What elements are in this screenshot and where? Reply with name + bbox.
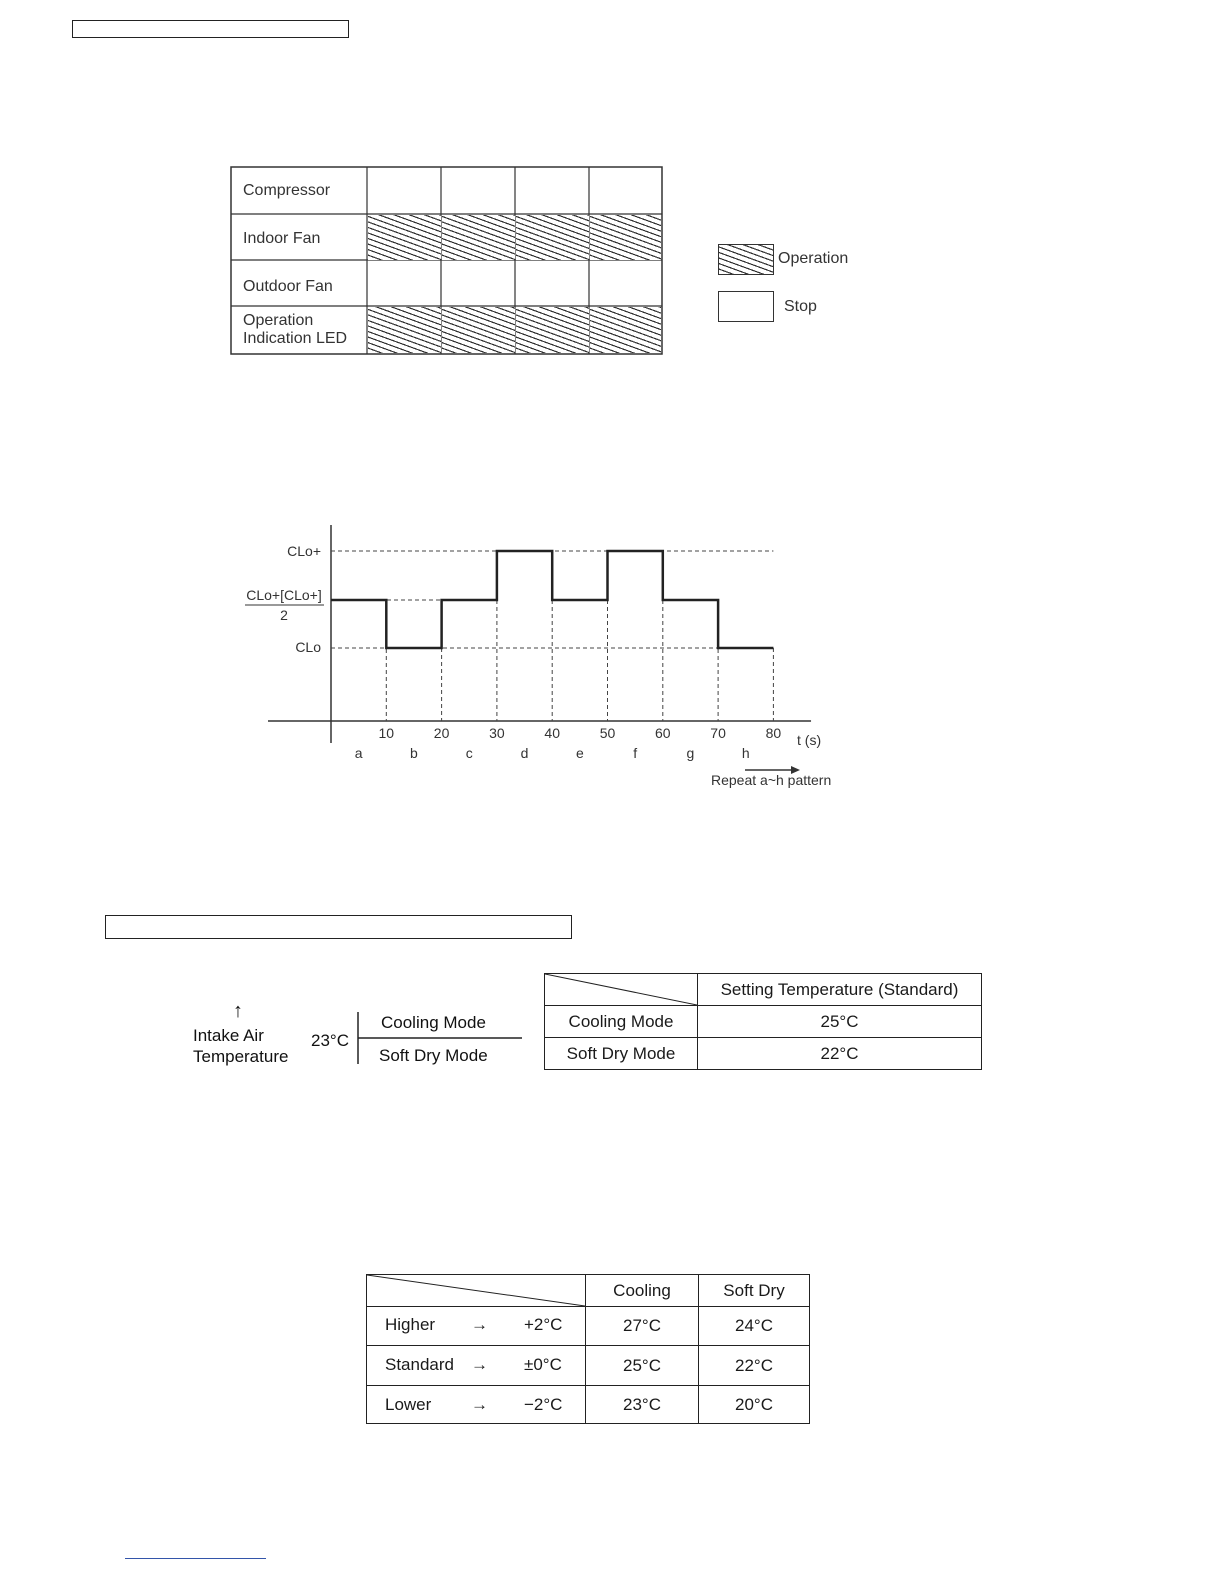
x-axis-label: t (s) <box>797 732 822 748</box>
adjust-row-cooling: 25°C <box>586 1346 699 1386</box>
intake-air-label-line2: Temperature <box>193 1047 289 1066</box>
adjust-table-corner <box>367 1275 586 1307</box>
y-label-bottom: CLo <box>295 639 321 655</box>
adjust-header-soft-dry: Soft Dry <box>699 1275 810 1307</box>
section-header-box <box>105 915 572 939</box>
right-arrow-icon: → <box>471 1315 488 1334</box>
row-label-indoor-fan: Indoor Fan <box>243 230 321 247</box>
adjust-row-label-cell <box>367 1386 586 1424</box>
footer-link-line <box>125 1558 266 1559</box>
adjust-row-label: Lower <box>385 1395 432 1414</box>
page-header-box <box>72 20 349 38</box>
indoor-fan-cell-1 <box>368 215 441 260</box>
adjust-row-soft-dry: 24°C <box>699 1307 810 1346</box>
adjust-row-offset: −2°C <box>524 1395 563 1414</box>
setting-row-mode: Soft Dry Mode <box>545 1038 698 1070</box>
segment-label: a <box>354 745 363 761</box>
legend-operation-swatch <box>718 244 774 275</box>
indoor-fan-cell-4 <box>590 215 661 260</box>
intake-air-label-line1: Intake Air <box>193 1026 264 1045</box>
segment-label: b <box>410 745 418 761</box>
adjust-row-soft-dry: 22°C <box>699 1346 810 1386</box>
adjust-header-cooling: Cooling <box>586 1275 699 1307</box>
row-label-compressor: Compressor <box>243 182 331 199</box>
x-tick-label: 50 <box>599 725 616 741</box>
up-arrow-icon: ↑ <box>233 1000 243 1022</box>
adjust-row-label-cell <box>367 1307 586 1346</box>
legend-stop-swatch <box>718 291 774 322</box>
segment-label: c <box>465 745 473 761</box>
legend-operation-label: Operation <box>778 250 849 267</box>
segment-label: e <box>575 745 584 761</box>
adjust-row-cooling: 23°C <box>586 1386 699 1424</box>
setting-row-temp: 22°C <box>698 1038 982 1070</box>
x-tick-label: 60 <box>655 725 671 741</box>
upper-mode-label: Cooling Mode <box>381 1013 486 1032</box>
y-label-mid-numerator: CLo+[CLo+] <box>246 587 322 603</box>
temperature-adjust-table <box>366 1274 810 1424</box>
right-arrow-icon: → <box>471 1355 488 1374</box>
x-tick-label: 80 <box>765 725 782 741</box>
led-cell-3 <box>516 307 589 353</box>
segment-label: f <box>633 745 638 761</box>
adjust-row-offset: +2°C <box>524 1315 563 1334</box>
adjust-row-cooling: 27°C <box>586 1307 699 1346</box>
legend-stop-label: Stop <box>784 298 817 315</box>
lower-mode-label: Soft Dry Mode <box>379 1046 488 1065</box>
adjust-row-label: Higher <box>385 1315 436 1334</box>
led-cell-4 <box>590 307 661 353</box>
x-tick-label: 70 <box>710 725 726 741</box>
row-label-outdoor-fan: Outdoor Fan <box>243 278 333 295</box>
setting-temperature-table <box>544 973 982 1070</box>
setting-table-header: Setting Temperature (Standard) <box>698 974 982 1006</box>
setting-table-corner <box>545 974 698 1006</box>
corner-diagonal <box>545 974 697 1006</box>
y-label-mid-denominator: 2 <box>280 607 288 623</box>
segment-label: g <box>686 745 695 761</box>
right-arrow-icon: → <box>471 1395 488 1414</box>
row-label-led: Operation Indication LED <box>243 312 348 347</box>
threshold-temp: 23°C <box>311 1031 349 1050</box>
fan-speed-chart <box>0 500 900 810</box>
adjust-row-soft-dry: 20°C <box>699 1386 810 1424</box>
setting-row-mode: Cooling Mode <box>545 1006 698 1038</box>
led-cell-1 <box>368 307 441 353</box>
adjust-row-label-cell <box>367 1346 586 1386</box>
indoor-fan-cell-3 <box>516 215 589 260</box>
segment-label: d <box>520 745 529 761</box>
x-tick-label: 20 <box>433 725 450 741</box>
repeat-annotation: Repeat a~h pattern <box>711 772 832 788</box>
x-tick-label: 10 <box>378 725 395 741</box>
adjust-row-offset: ±0°C <box>524 1355 562 1374</box>
segment-label: h <box>741 745 750 761</box>
indoor-fan-cell-2 <box>442 215 515 260</box>
corner-diagonal <box>367 1275 585 1307</box>
setting-row-temp: 25°C <box>698 1006 982 1038</box>
adjust-row-label: Standard <box>385 1355 454 1374</box>
led-cell-2 <box>442 307 515 353</box>
y-label-top: CLo+ <box>287 543 321 559</box>
x-tick-label: 30 <box>489 725 505 741</box>
x-tick-label: 40 <box>544 725 560 741</box>
